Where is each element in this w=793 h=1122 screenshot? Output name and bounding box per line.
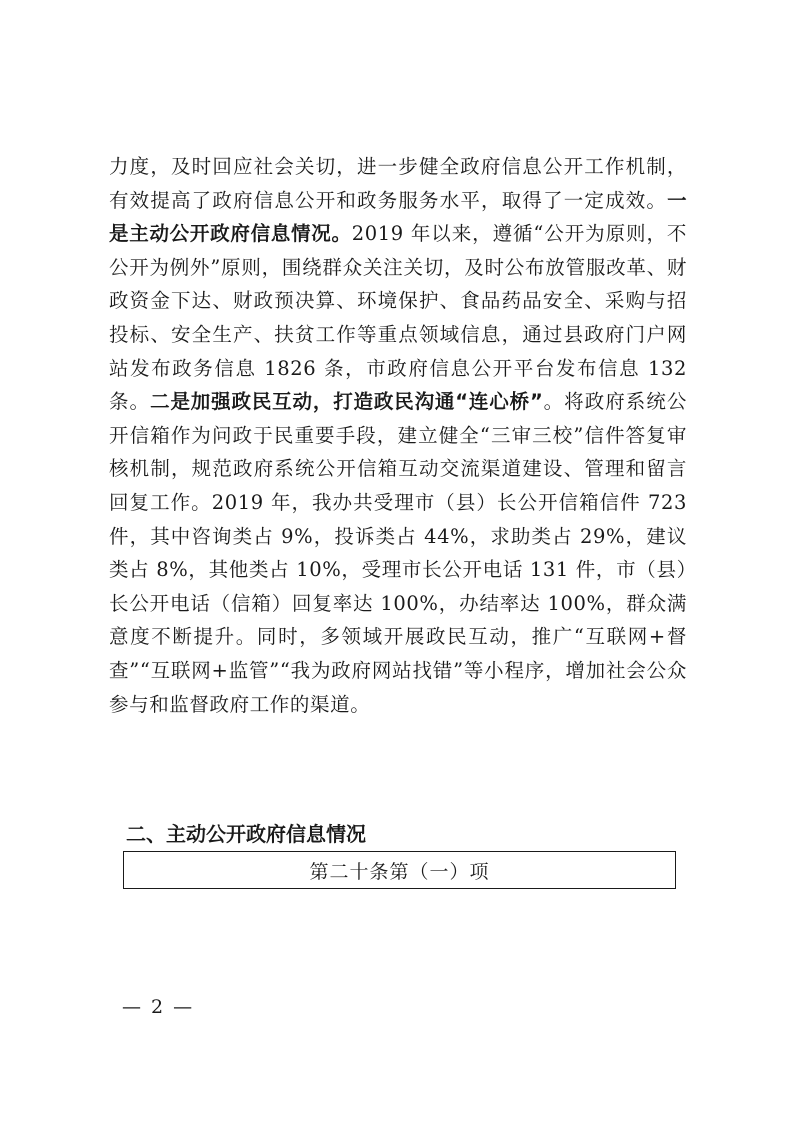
body-paragraph <box>109 150 687 721</box>
page-number: — 2 — <box>122 996 195 1018</box>
table-header-text: 第二十条第（一）项 <box>309 860 490 883</box>
bold-lead-1: 一是主动公开政府信息情况。 <box>109 188 687 246</box>
paragraph-segment-3: 。将政府系统公开信箱作为问政于民重要手段，建立健全“三审三校”信件答复审核机制，规范政府系统公开信箱互动交流渠道建设、管理和留言回复工作。2019 年，我办共受理市（县）长公开信箱信件 723 件，其中咨询类占 9%，投诉类占 44%，求助类占 29%，建议类占 8%，其他类占 10%，受理市长公开电话 131 件，市（县）长公开电话（信箱）回复率达 100%，办结率达 100%，群众满意度不断提升。同时，多领域开展政民互动，推广“互联网+督查”“互联网+监管”“我为政府网站找错”等小程序，增加社会公众参与和监督政府工作的渠道。 <box>109 390 688 716</box>
bold-lead-2: 二是加强政民互动，打造政民沟通“连心桥” <box>150 390 544 414</box>
section-heading: 二、主动公开政府信息情况 <box>126 822 366 846</box>
paragraph-segment-1: 力度，及时回应社会关切，进一步健全政府信息公开工作机制，有效提高了政府信息公开和政务服务水平，取得了一定成效。 <box>109 155 687 212</box>
paragraph-segment-2: 2019 年以来，遵循“公开为原则，不公开为例外”原则，围绕群众关注关切，及时公布放管服改革、财政资金下达、财政预决算、环境保护、食品药品安全、采购与招投标、安全生产、扶贫工作等重点领域信息，通过县政府门户网站发布政务信息 1826 条，市政府信息公开平台发布信息 132 条。 <box>109 222 687 414</box>
table-header-cell <box>123 851 676 889</box>
